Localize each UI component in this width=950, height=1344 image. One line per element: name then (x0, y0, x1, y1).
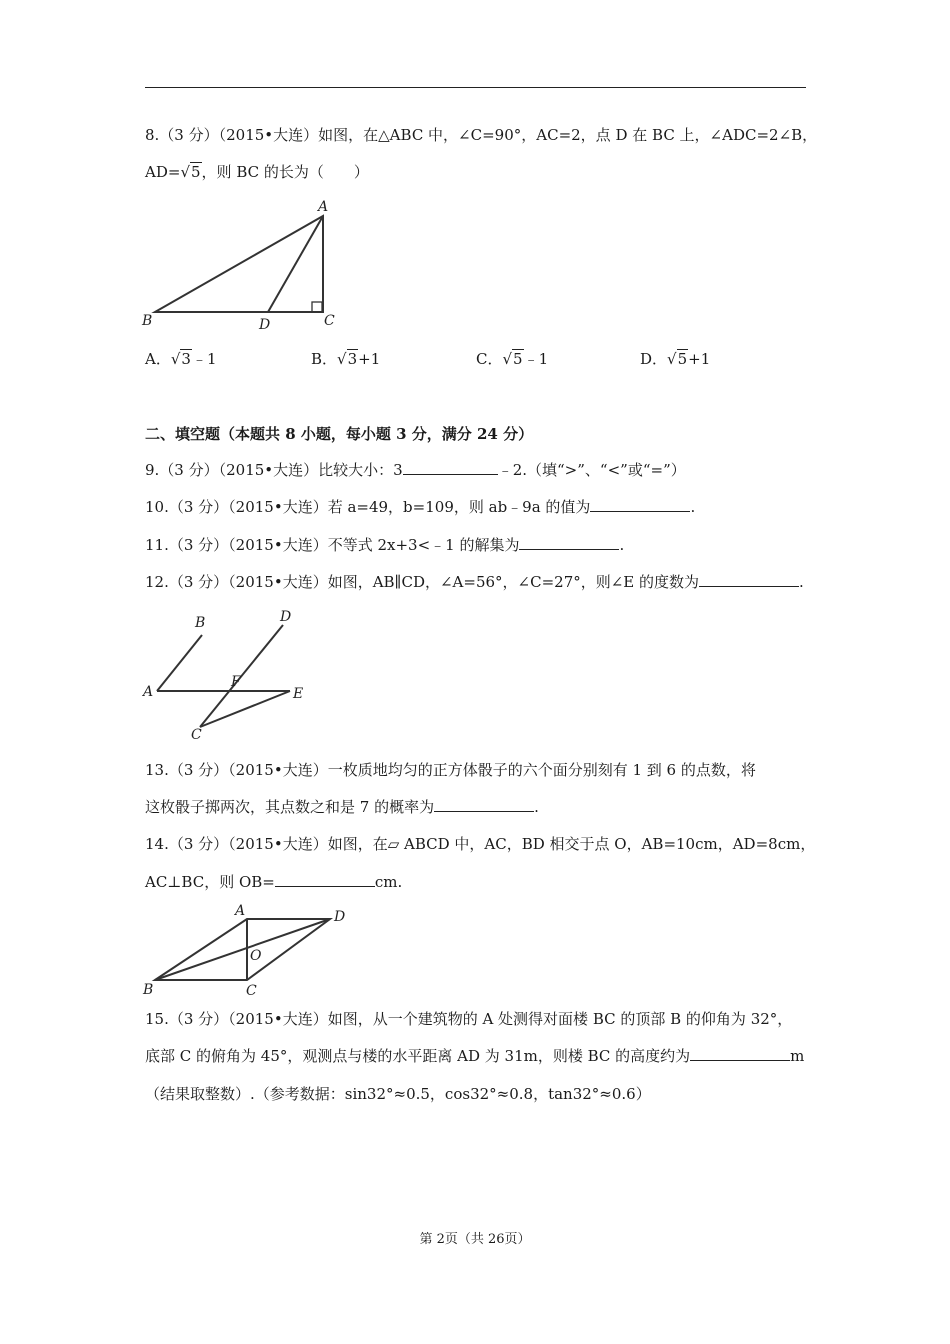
label-C: C (324, 313, 335, 329)
q8-triangle-figure (138, 195, 348, 335)
q8-line2-pre: AD= (145, 163, 181, 181)
q15-line1: 15.（3 分）（2015•大连）如图，从一个建筑物的 A 处测得对面楼 BC 的顶部 B 的仰角为 32°， (145, 1010, 793, 1028)
q13-answer-blank[interactable] (434, 797, 534, 812)
q12-parallel-lines-figure (138, 605, 318, 745)
page-footer: 第 2页（共 26页） (419, 1232, 531, 1247)
q8-line2-post: ，则 BC 的长为（ ） (201, 163, 369, 181)
q10-answer-blank[interactable] (590, 497, 690, 512)
q8-option-c[interactable]: C．√5﹣1 (476, 350, 549, 368)
q14-answer-blank[interactable] (275, 872, 375, 887)
q12-line: 12.（3 分）（2015•大连）如图，AB∥CD，∠A=56°，∠C=27°，则∠E 的度数为 . (145, 573, 804, 591)
q15-line2: 底部 C 的俯角为 45°，观测点与楼的水平距离 AD 为 31m，则楼 BC 的高度约为 m (145, 1047, 805, 1065)
q9-answer-blank[interactable] (403, 460, 498, 475)
q15-answer-blank[interactable] (690, 1046, 790, 1061)
label-C: C (191, 727, 202, 743)
q8-line2 (145, 162, 369, 182)
q8-option-d[interactable]: D．√5+1 (640, 350, 711, 368)
label-C: C (246, 983, 257, 999)
q10-line: 10.（3 分）（2015•大连）若 a=49，b=109，则 ab﹣9a 的值为 . (145, 498, 696, 516)
q11-answer-blank[interactable] (519, 535, 619, 550)
q13-line2: 这枚骰子掷两次，其点数之和是 7 的概率为 . (145, 798, 539, 816)
q8-option-b[interactable]: B．√3+1 (311, 350, 381, 368)
label-B: B (143, 982, 154, 998)
label-A: A (235, 903, 246, 919)
label-D: D (259, 317, 271, 333)
label-D: D (280, 609, 292, 625)
label-O: O (250, 948, 262, 964)
q14-parallelogram-figure (138, 900, 358, 1000)
sqrt-5: √5 (180, 163, 201, 181)
label-A: A (143, 684, 154, 700)
q9-line: 9.（3 分）（2015•大连）比较大小：3 ﹣2.（填“>”、“<”或“=”） (145, 461, 686, 479)
header-rule (145, 87, 806, 88)
q14-line2: AC⊥BC，则 OB= cm. (145, 873, 403, 891)
section2-title: 二、填空题（本题共 8 小题，每小题 3 分，满分 24 分） (145, 425, 534, 443)
q14-line1: 14.（3 分）（2015•大连）如图，在▱ ABCD 中，AC，BD 相交于点 O，AB=10cm，AD=8cm， (145, 835, 816, 853)
label-E: E (293, 686, 304, 702)
label-B: B (142, 313, 153, 329)
q8-line1: 8.（3 分）（2015•大连）如图，在△ABC 中，∠C=90°，AC=2，点 D 在 BC 上，∠ADC=2∠B， (145, 126, 818, 144)
label-F: F (231, 674, 241, 690)
q12-answer-blank[interactable] (699, 572, 799, 587)
label-B: B (195, 615, 206, 631)
label-A: A (318, 199, 329, 215)
q11-line: 11.（3 分）（2015•大连）不等式 2x+3<﹣1 的解集为 . (145, 536, 625, 554)
q13-line1: 13.（3 分）（2015•大连）一枚质地均匀的正方体骰子的六个面分别刻有 1 到 6 的点数，将 (145, 761, 756, 779)
q8-option-a[interactable]: A．√3﹣1 (145, 350, 217, 368)
q15-line3: （结果取整数）.（参考数据：sin32°≈0.5，cos32°≈0.8，tan32°≈0.6） (145, 1085, 651, 1103)
label-D: D (334, 909, 346, 925)
